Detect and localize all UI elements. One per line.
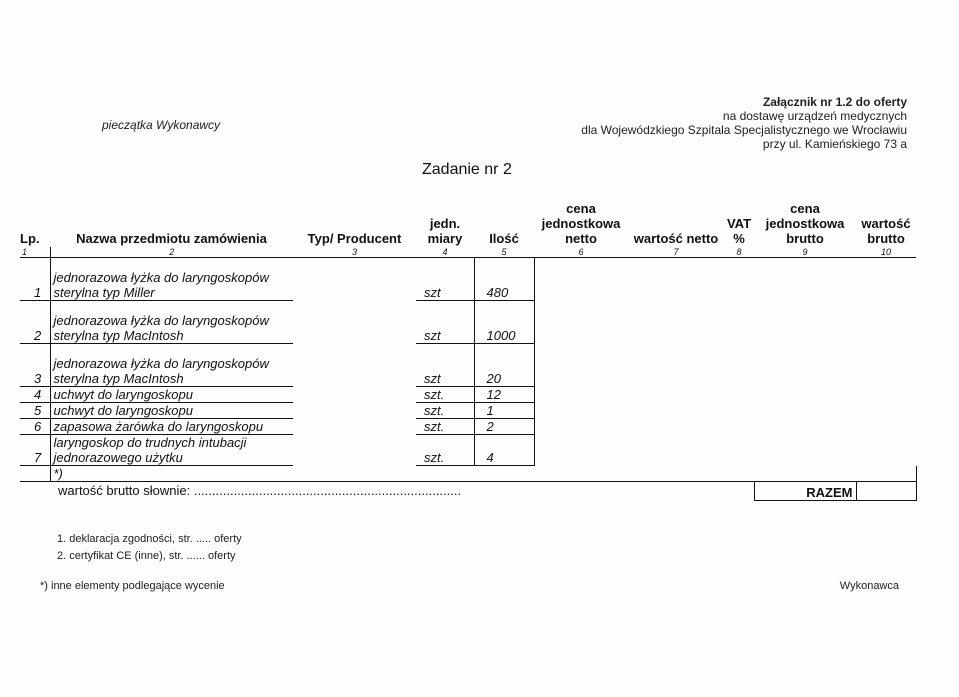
- table-row: [20, 258, 916, 301]
- row-other-items: *): [50, 466, 916, 482]
- contractor-signature-label: Wykonawca: [839, 580, 899, 592]
- header-unit: jedn. miary: [427, 216, 463, 246]
- row-unit: szt.: [416, 403, 474, 419]
- row-lp: 1: [20, 258, 50, 301]
- table-row: [20, 435, 916, 466]
- row-qty: 4: [474, 435, 534, 466]
- header-unit-gross: cena jednostkowa brutto: [765, 201, 845, 246]
- row-type: [293, 403, 416, 419]
- table-row: [20, 344, 916, 387]
- row-unit: szt.: [416, 435, 474, 466]
- attachment-line: przy ul. Kamieńskiego 73 a: [762, 137, 907, 151]
- column-number: 10: [856, 247, 916, 258]
- column-number: 6: [534, 247, 628, 258]
- table-row: [20, 419, 916, 435]
- row-lp: 5: [20, 403, 50, 419]
- row-blank: [534, 258, 916, 301]
- header-gross-value: wartość brutto: [861, 216, 911, 246]
- column-number: 1: [20, 247, 50, 258]
- table-row: [20, 387, 916, 403]
- row-type: [293, 258, 416, 301]
- header-type: Typ/ Producent: [307, 231, 402, 246]
- contractor-stamp-label: pieczątka Wykonawcy: [102, 118, 221, 132]
- row-unit: szt: [416, 301, 474, 344]
- row-name: jednorazowa łyżka do laryngoskopów sterylna typ Miller: [50, 258, 293, 301]
- table-header-row: [20, 201, 916, 247]
- attachment-line: dla Wojewódzkiego Szpitala Specjalistycznego we Wrocławiu: [581, 123, 907, 137]
- row-qty: 2: [474, 419, 534, 435]
- amount-in-words: wartość brutto słownie: ..........................................................................: [58, 483, 462, 498]
- header-qty: Ilość: [489, 231, 519, 246]
- total-label: RAZEM: [754, 482, 856, 501]
- row-qty: 1000: [474, 301, 534, 344]
- row-unit: szt.: [416, 419, 474, 435]
- row-name: laryngoskop do trudnych intubacji jednorazowego użytku: [50, 435, 293, 466]
- row-name: jednorazowa łyżka do laryngoskopów sterylna typ MacIntosh: [50, 301, 293, 344]
- row-name: uchwyt do laryngoskopu: [50, 387, 293, 403]
- row-lp: [20, 466, 50, 482]
- column-number: 9: [754, 247, 856, 258]
- column-number-row: [20, 247, 916, 258]
- order-table: [20, 201, 917, 501]
- row-blank: [534, 301, 916, 344]
- row-type: [293, 301, 416, 344]
- notes-list: [57, 531, 242, 565]
- row-unit: szt: [416, 344, 474, 387]
- note-item: 2. certyfikat CE (inne), str. ...... oferty: [57, 550, 236, 562]
- row-blank: [534, 387, 916, 403]
- table-row: [20, 403, 916, 419]
- table-row: [20, 301, 916, 344]
- row-type: [293, 344, 416, 387]
- row-type: [293, 387, 416, 403]
- row-unit: szt.: [416, 387, 474, 403]
- header-net-value: wartość netto: [633, 231, 719, 246]
- row-qty: 480: [474, 258, 534, 301]
- table-row: [20, 466, 916, 482]
- row-lp: 7: [20, 435, 50, 466]
- header-lp: Lp.: [20, 231, 40, 246]
- row-name: uchwyt do laryngoskopu: [50, 403, 293, 419]
- column-number: 2: [50, 247, 293, 258]
- header-unit-net: cena jednostkowa netto: [541, 201, 621, 246]
- row-qty: 1: [474, 403, 534, 419]
- total-value-cell: [856, 482, 916, 501]
- column-number: 5: [474, 247, 534, 258]
- header-name: Nazwa przedmiotu zamówienia: [76, 231, 267, 246]
- attachment-line: na dostawę urządzeń medycznych: [722, 109, 907, 123]
- task-title: Zadanie nr 2: [422, 161, 512, 178]
- column-number: 4: [416, 247, 474, 258]
- row-blank: [534, 435, 916, 466]
- header-vat: VAT %: [726, 216, 752, 246]
- row-lp: 3: [20, 344, 50, 387]
- row-blank: [534, 419, 916, 435]
- row-lp: 2: [20, 301, 50, 344]
- column-number: 8: [724, 247, 754, 258]
- row-type: [293, 435, 416, 466]
- column-number: 7: [628, 247, 724, 258]
- row-blank: [534, 344, 916, 387]
- row-type: [293, 419, 416, 435]
- note-item: 1. deklaracja zgodności, str. ..... oferty: [57, 533, 242, 545]
- row-lp: 4: [20, 387, 50, 403]
- row-blank: [534, 403, 916, 419]
- row-qty: 20: [474, 344, 534, 387]
- row-name: jednorazowa łyżka do laryngoskopów sterylna typ MacIntosh: [50, 344, 293, 387]
- column-number: 3: [293, 247, 416, 258]
- attachment-header: [581, 95, 907, 151]
- row-lp: 6: [20, 419, 50, 435]
- row-unit: szt: [416, 258, 474, 301]
- row-name: zapasowa żarówka do laryngoskopu: [50, 419, 293, 435]
- footnote: *) inne elementy podlegające wycenie: [40, 580, 225, 592]
- attachment-title: Załącznik nr 1.2 do oferty: [762, 95, 907, 109]
- row-qty: 12: [474, 387, 534, 403]
